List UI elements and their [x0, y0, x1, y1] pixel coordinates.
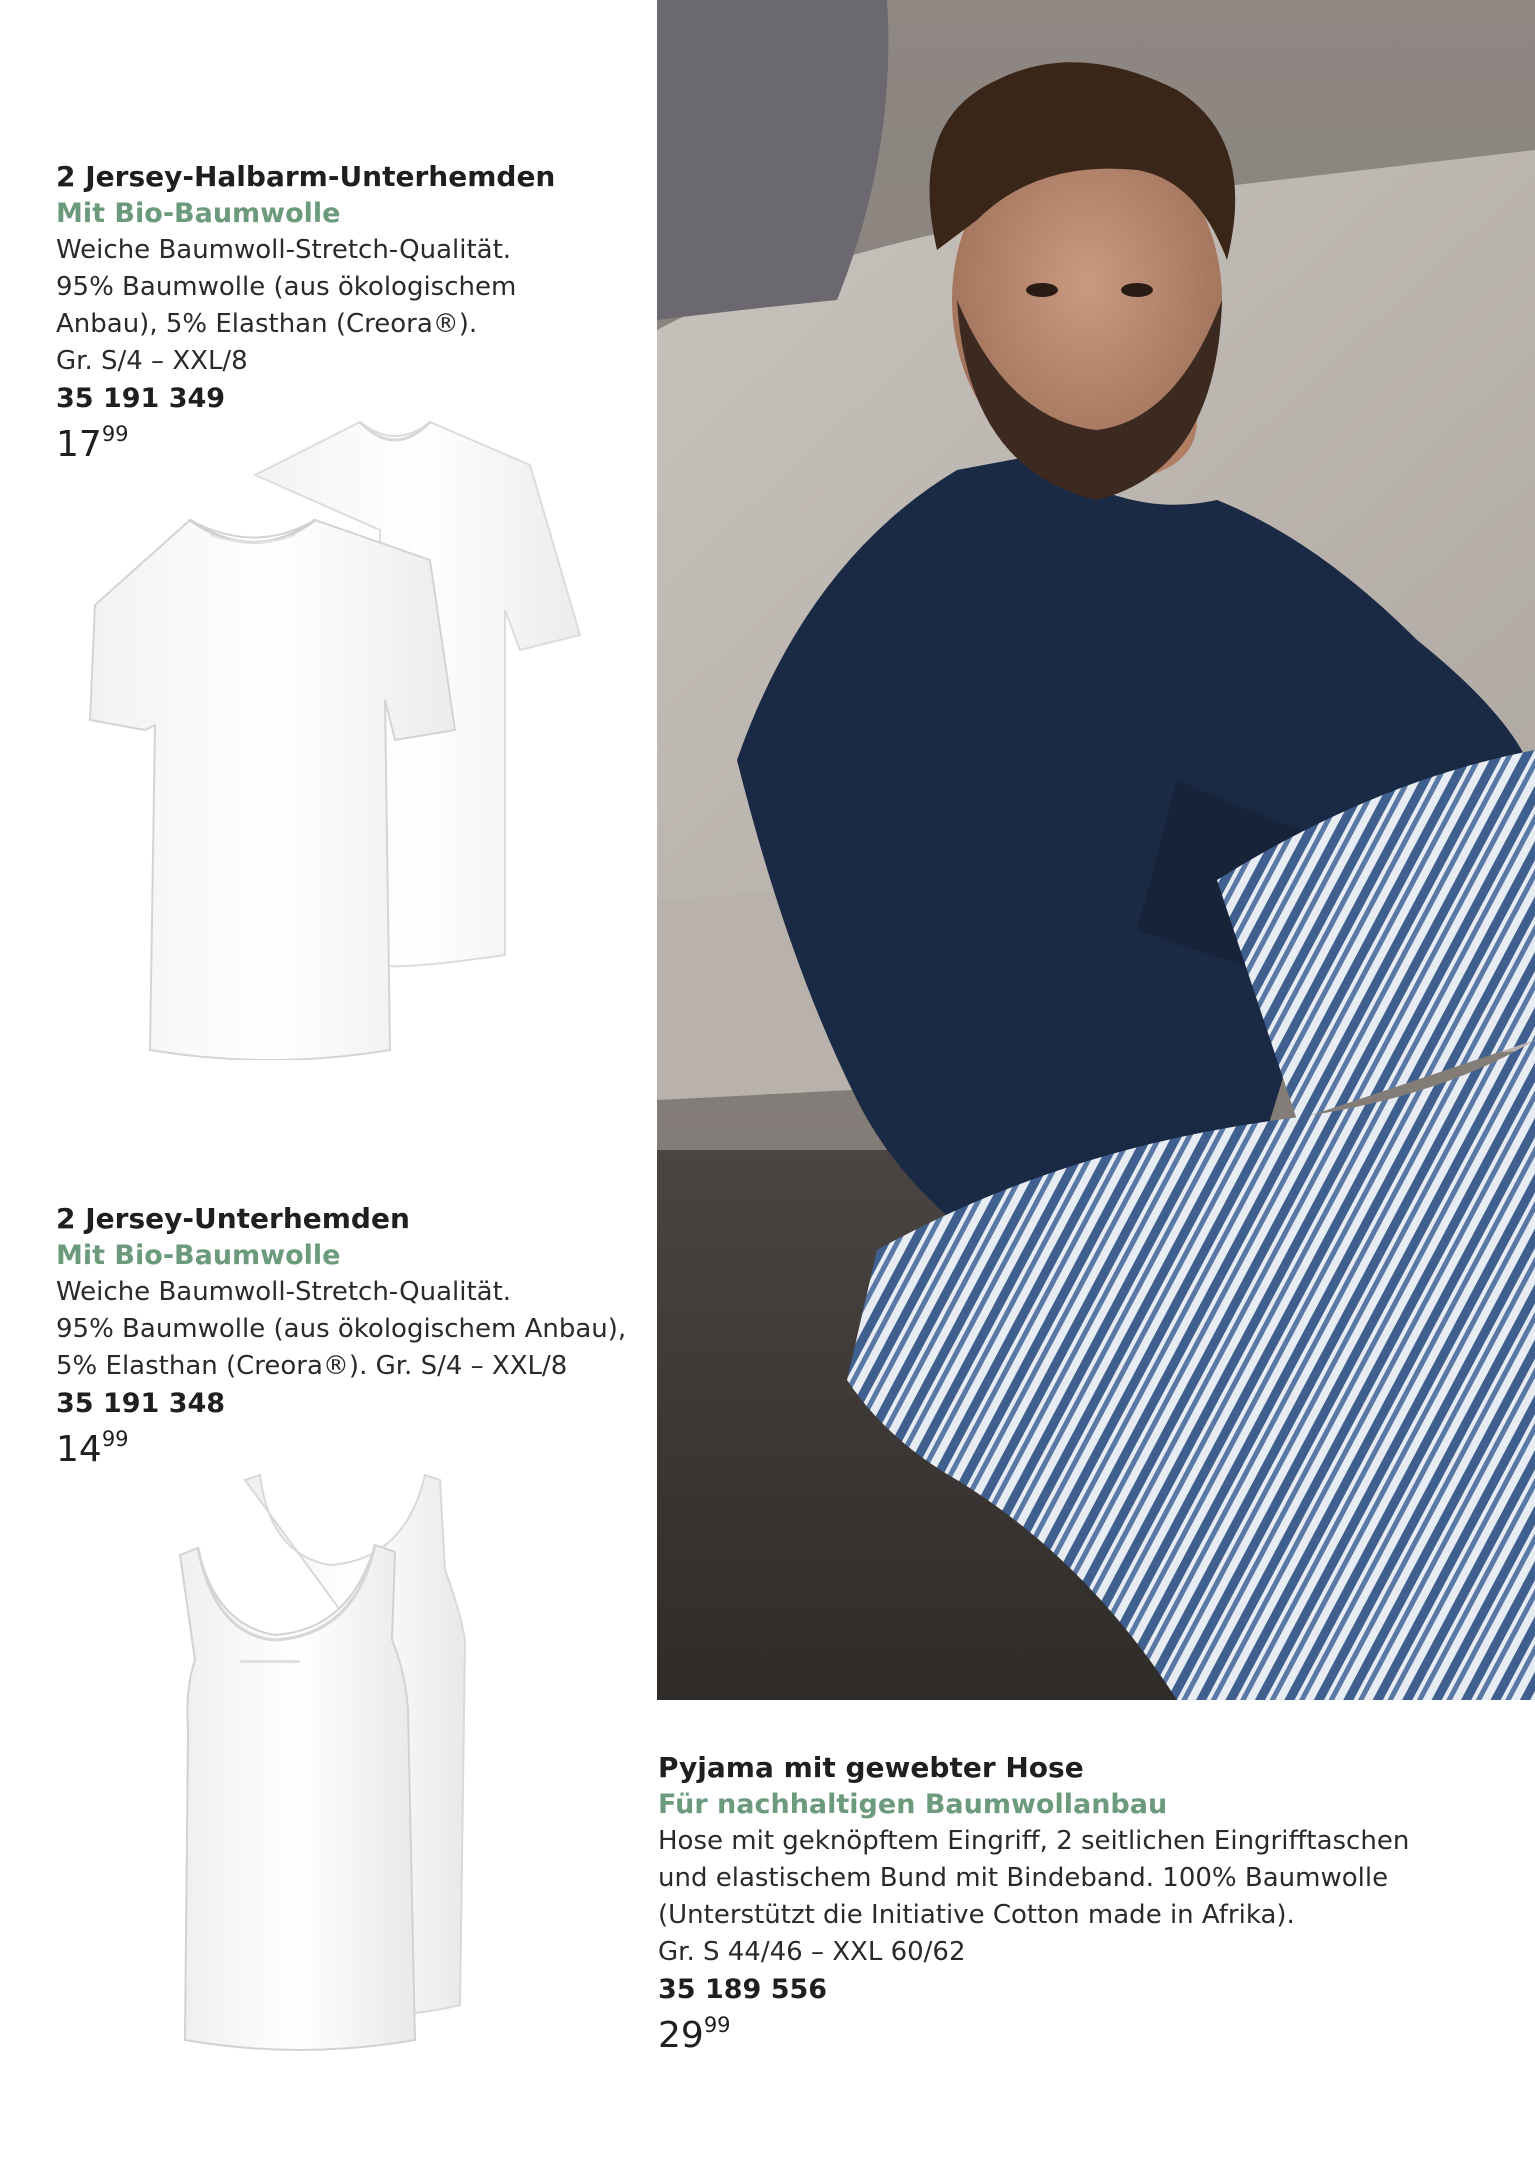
- product-info-unterhemden: [56, 1200, 656, 1472]
- price-main: 14: [56, 1429, 102, 1470]
- article-number: 35 189 556: [658, 1974, 828, 2005]
- description-line: Weiche Baumwoll-Stretch-Qualität.: [56, 235, 512, 265]
- description-line: 5% Elasthan (Creora®). Gr. S/4 – XXL/8: [56, 1351, 568, 1381]
- description-line: Gr. S/4 – XXL/8: [56, 346, 248, 376]
- price-cents: 99: [703, 2013, 731, 2037]
- description-line: und elastischem Bund mit Bindeband. 100% Baumwolle: [658, 1863, 1389, 1893]
- pyjama-model-photo: [657, 0, 1535, 1700]
- product-subtitle: Mit Bio-Baumwolle: [56, 1240, 341, 1271]
- description-line: Anbau), 5% Elasthan (Creora®).: [56, 309, 478, 339]
- product-title: Pyjama mit gewebter Hose: [658, 1751, 1084, 1784]
- description-line: Weiche Baumwoll-Stretch-Qualität.: [56, 1277, 512, 1307]
- description-line: (Unterstützt die Initiative Cotton made in Afrika).: [658, 1900, 1295, 1930]
- product-subtitle: Für nachhaltigen Baumwollanbau: [658, 1789, 1168, 1820]
- description-line: Hose mit geknöpftem Eingriff, 2 seitlichen Eingrifftaschen: [658, 1826, 1410, 1856]
- tshirts-image: [50, 410, 640, 1060]
- article-number: 35 191 348: [56, 1388, 226, 1419]
- product-title: 2 Jersey-Halbarm-Unterhemden: [56, 160, 556, 193]
- description-line: Gr. S 44/46 – XXL 60/62: [658, 1937, 966, 1967]
- tank-tops-image: [160, 1460, 540, 2060]
- price: [658, 2014, 1498, 2058]
- price-cents: 99: [101, 422, 129, 446]
- description-line: 95% Baumwolle (aus ökologischem: [56, 272, 517, 302]
- product-description: [658, 1823, 1498, 1971]
- price-main: 17: [56, 424, 102, 465]
- price-cents: 99: [101, 1427, 129, 1451]
- product-description: [56, 232, 656, 380]
- product-description: [56, 1274, 656, 1385]
- product-subtitle: Mit Bio-Baumwolle: [56, 198, 341, 229]
- price-main: 29: [658, 2015, 704, 2056]
- article-number: 35 191 349: [56, 383, 226, 414]
- product-title: 2 Jersey-Unterhemden: [56, 1202, 410, 1235]
- product-info-pyjama: [658, 1749, 1498, 2058]
- description-line: 95% Baumwolle (aus ökologischem Anbau),: [56, 1314, 627, 1344]
